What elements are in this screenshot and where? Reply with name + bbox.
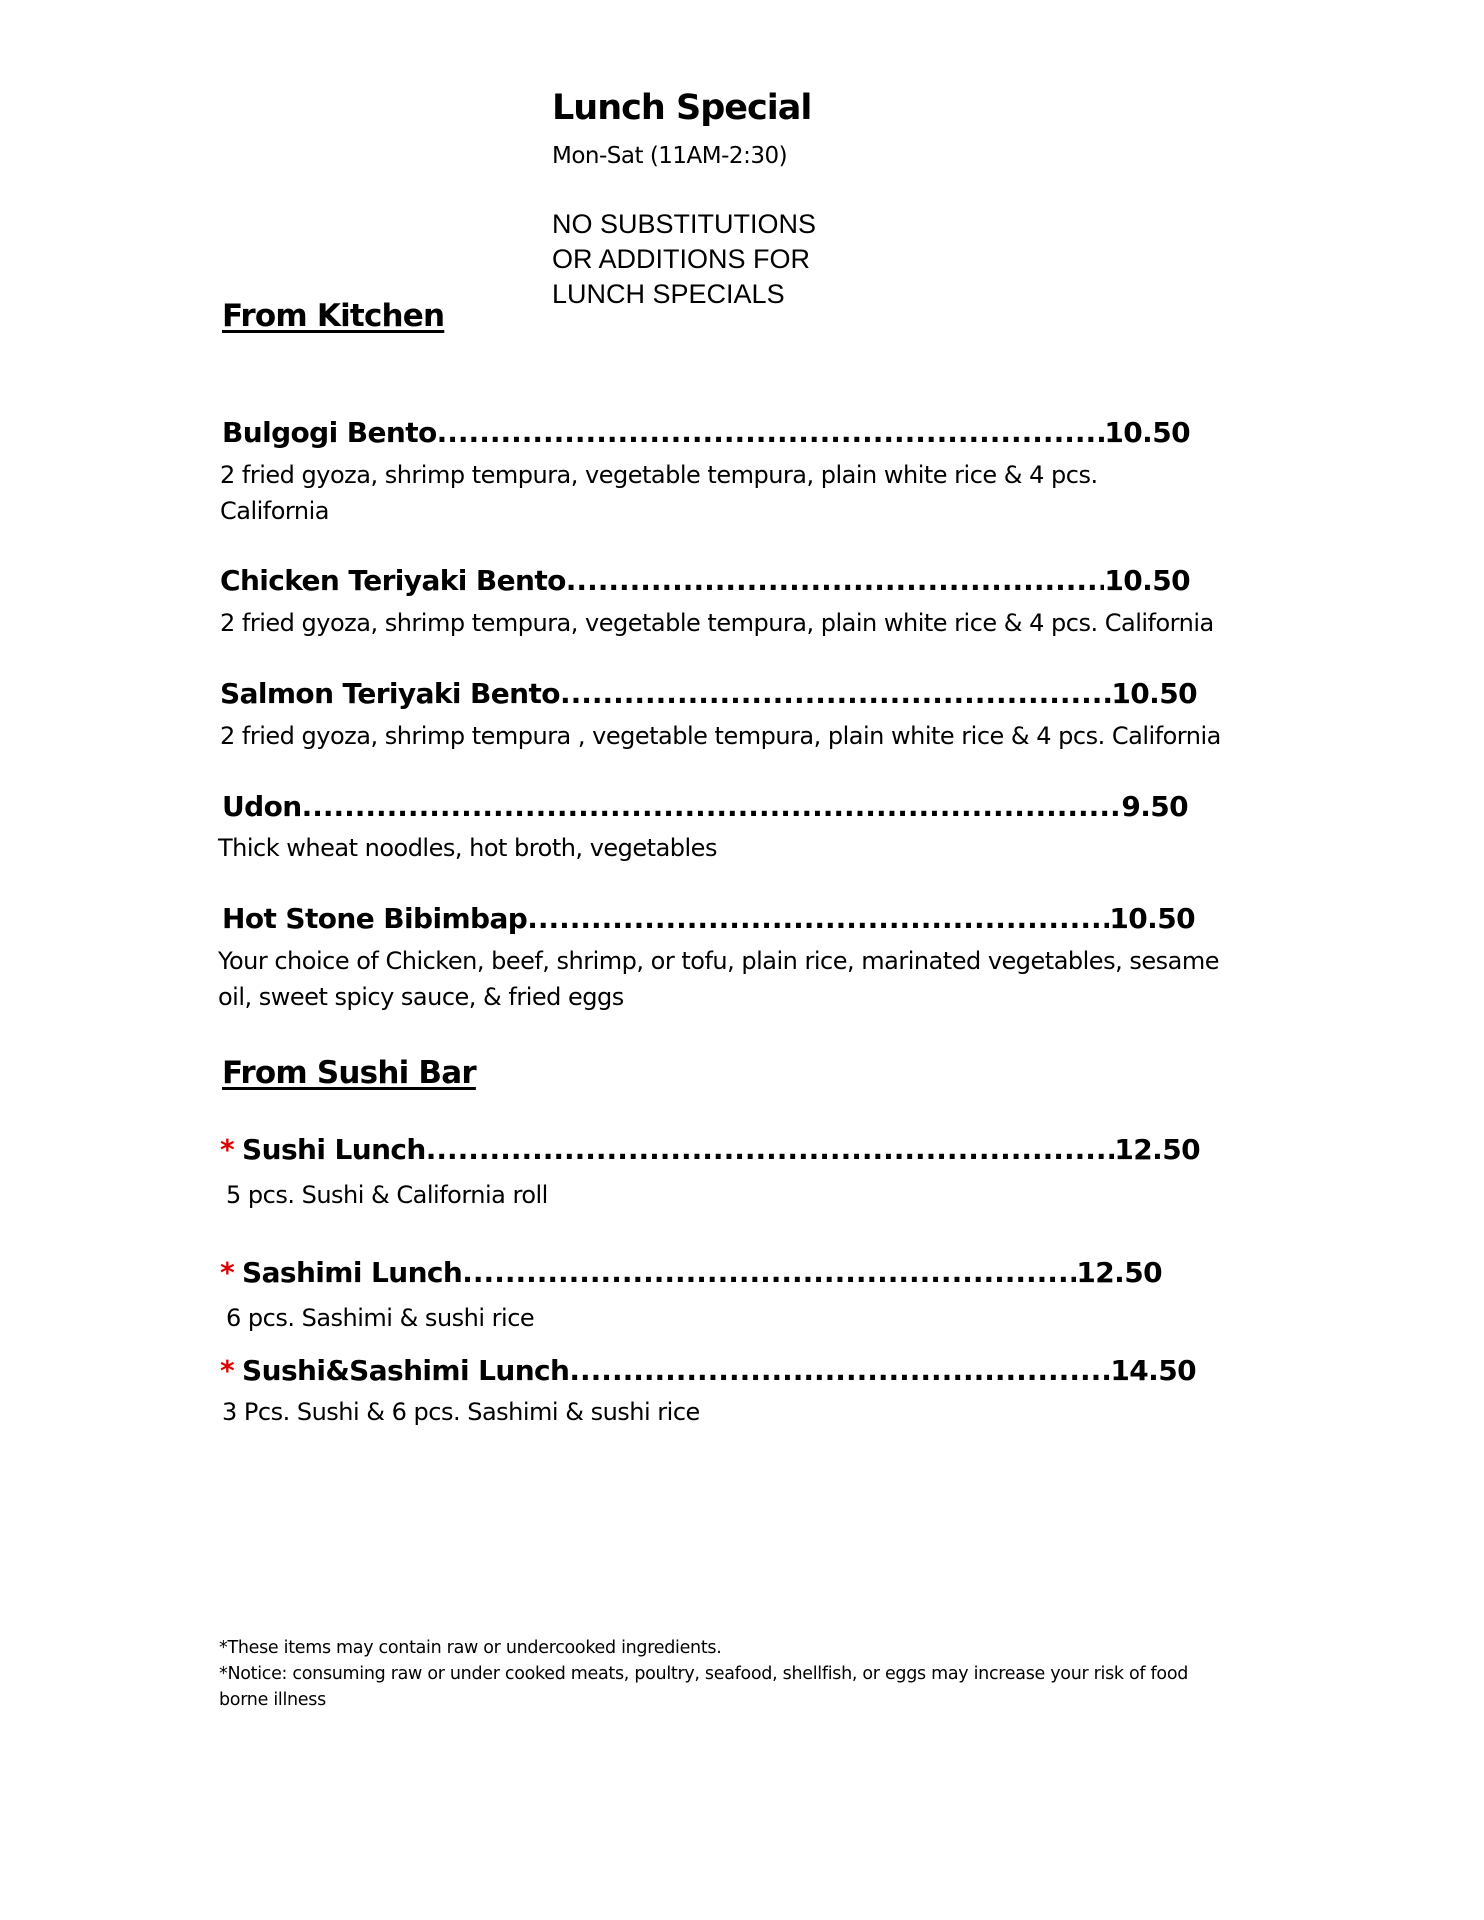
- item-price: 10.50: [1111, 677, 1197, 710]
- section-title-kitchen: From Kitchen: [222, 298, 445, 334]
- item-name: Salmon Teriyaki Bento: [220, 677, 560, 710]
- item-price: 12.50: [1114, 1133, 1200, 1166]
- item-name: Sashimi Lunch: [242, 1256, 463, 1289]
- lunch-hours: Mon-Sat (11AM-2:30): [552, 143, 788, 169]
- raw-item-marker: *: [220, 1354, 235, 1387]
- item-name: Sushi&Sashimi Lunch: [242, 1354, 570, 1387]
- menu-item-sashimi-lunch: [220, 1256, 1162, 1289]
- item-description: 5 pcs. Sushi & California roll: [226, 1181, 548, 1209]
- dot-leader: [302, 790, 1122, 823]
- menu-item-salmon-teriyaki-bento: [220, 677, 1197, 710]
- menu-item-sushi-lunch: [220, 1133, 1200, 1166]
- dot-leader: [462, 1256, 1076, 1289]
- dot-leader: [426, 1133, 1115, 1166]
- item-price: 14.50: [1110, 1354, 1196, 1387]
- footnotes: [219, 1635, 1239, 1713]
- item-description: 2 fried gyoza, shrimp tempura, vegetable tempura, plain white rice & 4 pcs. California: [220, 461, 1098, 525]
- menu-item-bulgogi-bento: [222, 416, 1190, 449]
- dot-leader: [437, 416, 1105, 449]
- item-name: Bulgogi Bento: [222, 416, 437, 449]
- raw-item-marker: *: [220, 1256, 235, 1289]
- menu-item-udon: [222, 790, 1188, 823]
- section-title-sushi-bar: From Sushi Bar: [222, 1055, 476, 1091]
- dot-leader: [566, 564, 1105, 597]
- item-description: 2 fried gyoza, shrimp tempura , vegetable tempura, plain white rice & 4 pcs. California: [220, 722, 1221, 750]
- item-description: Thick wheat noodles, hot broth, vegetables: [218, 834, 717, 862]
- item-price: 10.50: [1109, 902, 1195, 935]
- item-description: Your choice of Chicken, beef, shrimp, or tofu, plain rice, marinated vegetables, sesame oil, sweet spicy sauce, & fried eggs: [218, 947, 1219, 1011]
- dot-leader: [569, 1354, 1110, 1387]
- notice-line: OR ADDITIONS FOR: [552, 244, 811, 274]
- item-name: Sushi Lunch: [242, 1133, 426, 1166]
- menu-item-chicken-teriyaki-bento: [220, 564, 1190, 597]
- dot-leader: [560, 677, 1111, 710]
- substitution-notice: [552, 207, 816, 312]
- raw-item-marker: *: [220, 1133, 235, 1166]
- notice-line: LUNCH SPECIALS: [552, 279, 785, 309]
- menu-item-hot-stone-bibimbap: [222, 902, 1195, 935]
- page-title: Lunch Special: [552, 88, 812, 128]
- item-name: Chicken Teriyaki Bento: [220, 564, 566, 597]
- item-price: 10.50: [1104, 564, 1190, 597]
- item-name: Udon: [222, 790, 302, 823]
- footnote-consumer-advisory: *Notice: consuming raw or under cooked meats, poultry, seafood, shellfish, or eggs may increase your risk of food borne illness: [219, 1664, 1189, 1710]
- notice-line: NO SUBSTITUTIONS: [552, 209, 817, 239]
- menu-item-sushi-sashimi-lunch: [220, 1354, 1196, 1387]
- item-price: 10.50: [1104, 416, 1190, 449]
- item-description: 2 fried gyoza, shrimp tempura, vegetable tempura, plain white rice & 4 pcs. California: [220, 609, 1214, 637]
- item-price: 12.50: [1076, 1256, 1162, 1289]
- item-description: 3 Pcs. Sushi & 6 pcs. Sashimi & sushi rice: [222, 1398, 700, 1426]
- dot-leader: [527, 902, 1109, 935]
- footnote-raw-items: *These items may contain raw or undercooked ingredients.: [219, 1638, 722, 1658]
- item-description: 6 pcs. Sashimi & sushi rice: [226, 1304, 535, 1332]
- item-price: 9.50: [1121, 790, 1188, 823]
- item-name: Hot Stone Bibimbap: [222, 902, 528, 935]
